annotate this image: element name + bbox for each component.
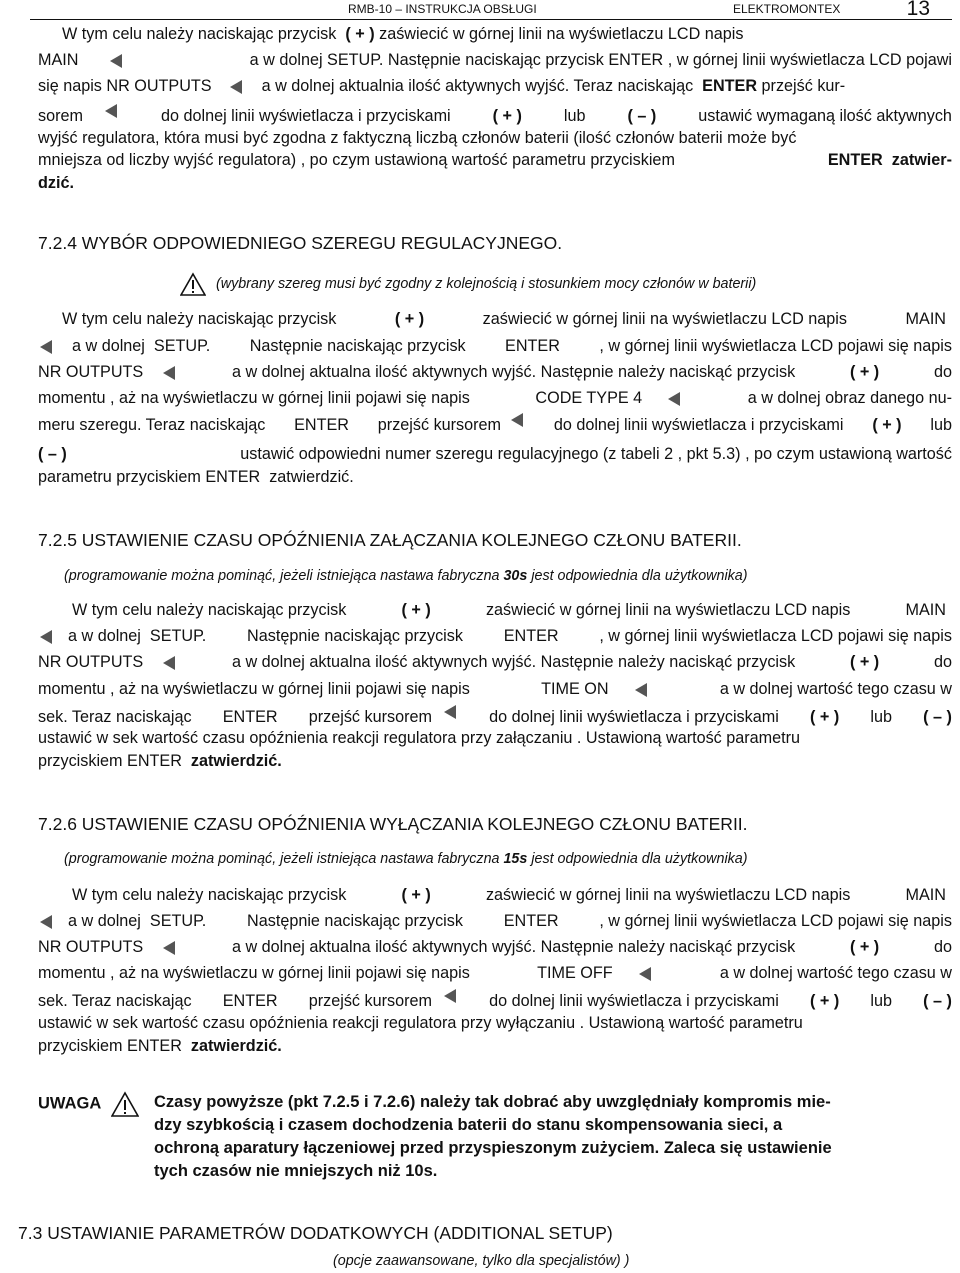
section-heading: 7.3 USTAWIANIE PARAMETRÓW DODATKOWYCH (ADDITIONAL SETUP) [18,1223,613,1243]
paragraph-line: momentu , aż na wyświetlaczu w górnej linii pojawi się napis TIME OFF a w dolnej wartość tego czasu w [38,964,952,982]
cursor-left-triangle-icon [40,630,52,644]
paragraph-line: przyciskiem ENTER zatwierdzić. [38,752,282,770]
paragraph-line: ( – ) ustawić odpowiedni numer szeregu regulacyjnego (z tabeli 2 , pkt 5.3) , po czym ustawioną wartość [38,445,952,463]
paragraph-line: mniejsza od liczby wyjść regulatora) , po czym ustawioną wartość parametru przyciskiem ENTER zatwier- [38,151,952,169]
cursor-left-triangle-icon [163,656,175,670]
paragraph-line: momentu , aż na wyświetlaczu w górnej linii pojawi się napis TIME ON a w dolnej wartość tego czasu w [38,680,952,698]
paragraph-line: W tym celu należy naciskając przycisk ( + ) zaświecić w górnej linii na wyświetlaczu LCD napis [62,25,744,43]
section-note: (programowanie można pominąć, jeżeli istniejąca nastawa fabryczna 15s jest odpowiednia dla użytkownika) [64,851,748,867]
paragraph-line: przyciskiem ENTER zatwierdzić. [38,1037,282,1055]
paragraph-line: dzić. [38,174,74,192]
paragraph-line: ustawić w sek wartość czasu opóźnienia reakcji regulatora przy wyłączaniu . Ustawioną wartość parametru [38,1014,803,1032]
cursor-left-triangle-icon [635,683,647,697]
cursor-left-triangle-icon [444,705,456,719]
paragraph-line: W tym celu należy naciskając przycisk ( + ) zaświecić w górnej linii na wyświetlaczu LCD napis MAIN [72,601,946,619]
section-note: (programowanie można pominąć, jeżeli istniejąca nastawa fabryczna 30s jest odpowiednia dla użytkownika) [64,568,748,584]
header-title: RMB-10 – INSTRUKCJA OBSŁUGI [348,2,537,16]
paragraph-line: NR OUTPUTS a w dolnej aktualna ilość aktywnych wyjść. Następnie należy naciskąć przycisk ( + ) do [38,653,952,671]
cursor-left-triangle-icon [444,989,456,1003]
warning-text-line: dzy szybkością i czasem dochodzenia baterii do stanu skompensowania sieci, a [154,1116,783,1134]
header-brand: ELEKTROMONTEX [733,2,841,16]
paragraph-line: momentu , aż na wyświetlaczu w górnej linii pojawi się napis CODE TYPE 4 a w dolnej obraz danego nu- [38,389,952,407]
cursor-left-triangle-icon [163,366,175,380]
paragraph-line: a w dolnej SETUP. Następnie naciskając przycisk ENTER , w górnej linii wyświetlacza LCD pojawi się napis [38,624,952,648]
warning-text-line: Czasy powyższe (pkt 7.2.5 i 7.2.6) należy tak dobrać aby uwzględniały kompromis mie- [154,1093,831,1111]
paragraph-line: meru szeregu. Teraz naciskając ENTER przejść kursorem do dolnej linii wyświetlacza i przyciskami ( + ) lub [38,413,952,437]
section-heading: 7.2.6 USTAWIENIE CZASU OPÓŹNIENIA WYŁĄCZANIA KOLEJNEGO CZŁONU BATERII. [38,814,748,834]
cursor-left-triangle-icon [40,340,52,354]
paragraph-line: a w dolnej SETUP. Następnie naciskając przycisk ENTER , w górnej linii wyświetlacza LCD pojawi się napis [38,334,952,358]
paragraph-line: ustawić w sek wartość czasu opóźnienia reakcji regulatora przy załączaniu . Ustawioną wartość parametru [38,729,801,747]
warning-label: UWAGA [38,1091,139,1117]
cursor-left-triangle-icon [105,104,117,118]
cursor-left-triangle-icon [163,941,175,955]
section-heading: 7.2.4 WYBÓR ODPOWIEDNIEGO SZEREGU REGULACYJNEGO. [38,233,563,253]
warning-text-line: ochroną aparatury łączeniowej przed przyspieszonym zużyciem. Zaleca się ustawienie [154,1139,832,1157]
page-number: 13 [906,0,930,20]
cursor-left-triangle-icon [668,392,680,406]
paragraph-line: MAIN a w dolnej SETUP. Następnie naciskając przycisk ENTER , w górnej linii wyświetlacza LCD pojawi [38,51,952,69]
paragraph-line: parametru przyciskiem ENTER zatwierdzić. [38,468,354,486]
cursor-left-triangle-icon [511,413,523,427]
paragraph-line: sek. Teraz naciskając ENTER przejść kursorem do dolnej linii wyświetlacza i przyciskami ( + ) lub ( – ) [38,705,952,729]
section-note: (wybrany szereg musi być zgodny z kolejnością i stosunkiem mocy członów w baterii) [180,272,756,294]
paragraph-line: wyjść regulatora, która musi być zgodna z faktyczną liczbą członów baterii (ilość członów baterii może być [38,129,797,147]
paragraph-line: NR OUTPUTS a w dolnej aktualna ilość aktywnych wyjść. Następnie należy naciskąć przycisk ( + ) do [38,938,952,956]
paragraph-line: a w dolnej SETUP. Następnie naciskając przycisk ENTER , w górnej linii wyświetlacza LCD pojawi się napis [38,909,952,933]
warning-text-line: tych czasów nie mniejszych niż 10s. [154,1162,438,1180]
paragraph-line: NR OUTPUTS a w dolnej aktualna ilość aktywnych wyjść. Następnie należy naciskąć przycisk ( + ) do [38,363,952,381]
paragraph-line: się napis NR OUTPUTS a w dolnej aktualnia ilość aktywnych wyjść. Teraz naciskając ENTER przejść kur- [38,77,846,95]
cursor-left-triangle-icon [230,80,242,94]
paragraph-line: W tym celu należy naciskając przycisk ( + ) zaświecić w górnej linii na wyświetlaczu LCD napis MAIN [72,886,946,904]
section-heading: 7.2.5 USTAWIENIE CZASU OPÓŹNIENIA ZAŁĄCZANIA KOLEJNEGO CZŁONU BATERII. [38,530,742,550]
cursor-left-triangle-icon [40,915,52,929]
paragraph-line: sek. Teraz naciskając ENTER przejść kursorem do dolnej linii wyświetlacza i przyciskami ( + ) lub ( – ) [38,989,952,1013]
paragraph-line: sorem do dolnej linii wyświetlacza i przyciskami ( + ) lub ( – ) ustawić wymaganą ilość aktywnych [38,104,952,128]
cursor-left-triangle-icon [639,967,651,981]
section-note: (opcje zaawansowane, tylko dla specjalistów) ) [333,1253,630,1269]
cursor-left-triangle-icon [110,54,122,68]
header-rule [30,19,952,20]
warning-triangle-icon [111,1091,139,1117]
warning-triangle-icon [180,272,206,296]
paragraph-line: W tym celu należy naciskając przycisk ( + ) zaświecić w górnej linii na wyświetlaczu LCD napis MAIN [62,310,946,328]
